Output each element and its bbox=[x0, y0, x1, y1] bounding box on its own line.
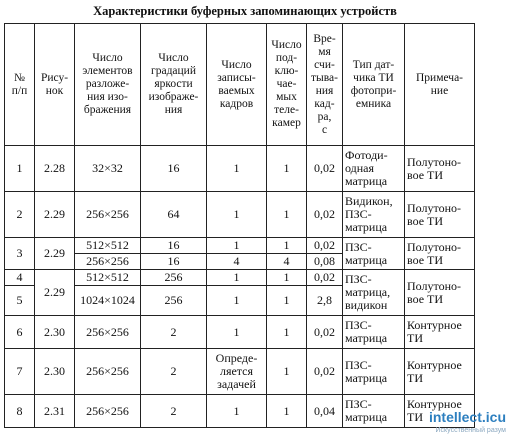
cell: Опреде- ляется задачей bbox=[207, 349, 267, 395]
cell: Полутоно- вое ТИ bbox=[405, 238, 475, 270]
table-row bbox=[5, 395, 475, 428]
cell: 2.30 bbox=[35, 316, 75, 349]
cell: 0,02 bbox=[307, 146, 343, 192]
cell: 512×512 bbox=[75, 238, 141, 254]
cell: Полутоно- вое ТИ bbox=[405, 270, 475, 316]
header-cell: Рису- нок bbox=[35, 24, 75, 146]
cell: Видикон, ПЗС- матрица bbox=[343, 192, 405, 238]
cell: 1 bbox=[207, 270, 267, 286]
header-cell: Число записы- ваемых кадров bbox=[207, 24, 267, 146]
cell: ПЗС- матрица bbox=[343, 316, 405, 349]
cell: 16 bbox=[141, 254, 207, 270]
cell: 256×256 bbox=[75, 254, 141, 270]
header-cell: Тип дат- чика ТИ фотопри- емника bbox=[343, 24, 405, 146]
header-cell: Число под- клю- чае- мых теле- камер bbox=[267, 24, 307, 146]
cell: 2,8 bbox=[307, 286, 343, 316]
watermark-tagline: Искусственный разум bbox=[435, 427, 506, 434]
cell: Полутоно- вое ТИ bbox=[405, 146, 475, 192]
table-row bbox=[5, 316, 475, 349]
cell: 1 bbox=[267, 395, 307, 428]
cell: 32×32 bbox=[75, 146, 141, 192]
cell: 256×256 bbox=[75, 316, 141, 349]
cell: 7 bbox=[5, 349, 35, 395]
cell: 0,02 bbox=[307, 238, 343, 254]
cell: 0,02 bbox=[307, 349, 343, 395]
cell: 256 bbox=[141, 286, 207, 316]
cell: 1 bbox=[267, 192, 307, 238]
cell: 2.30 bbox=[35, 349, 75, 395]
cell: 2.29 bbox=[35, 238, 75, 270]
cell: 0,02 bbox=[307, 316, 343, 349]
cell: 256×256 bbox=[75, 192, 141, 238]
watermark-logo bbox=[429, 409, 506, 434]
cell: 3 bbox=[5, 238, 35, 270]
cell: 2 bbox=[141, 395, 207, 428]
cell: 256×256 bbox=[75, 395, 141, 428]
header-cell: № п/п bbox=[5, 24, 35, 146]
cell: 1 bbox=[267, 146, 307, 192]
cell: 256 bbox=[141, 270, 207, 286]
cell: 0,02 bbox=[307, 270, 343, 286]
cell: Контурное ТИ bbox=[405, 316, 475, 349]
cell: 2 bbox=[141, 316, 207, 349]
cell: 2.29 bbox=[35, 192, 75, 238]
table-row bbox=[5, 146, 475, 192]
cell: 4 bbox=[207, 254, 267, 270]
cell: 256×256 bbox=[75, 349, 141, 395]
cell: 2.31 bbox=[35, 395, 75, 428]
cell: 64 bbox=[141, 192, 207, 238]
header-cell: Число элементов разложе- ния изо- бражения bbox=[75, 24, 141, 146]
cell: 1 bbox=[207, 238, 267, 254]
cell: 1 bbox=[207, 146, 267, 192]
cell: 1 bbox=[207, 395, 267, 428]
cell: 5 bbox=[5, 286, 35, 316]
cell: 2.28 bbox=[35, 146, 75, 192]
cell: 1 bbox=[267, 316, 307, 349]
cell: Контурное ТИ bbox=[405, 349, 475, 395]
cell: 8 bbox=[5, 395, 35, 428]
cell: 1 bbox=[267, 238, 307, 254]
cell: Полутоно- вое ТИ bbox=[405, 192, 475, 238]
cell: 4 bbox=[5, 270, 35, 286]
cell: 1 bbox=[5, 146, 35, 192]
table-row bbox=[5, 270, 475, 286]
cell: 512×512 bbox=[75, 270, 141, 286]
cell: 0,04 bbox=[307, 395, 343, 428]
cell: 1 bbox=[207, 192, 267, 238]
cell: 1 bbox=[267, 270, 307, 286]
cell: 1 bbox=[207, 286, 267, 316]
table-row bbox=[5, 192, 475, 238]
cell: Контурное ТИ bbox=[405, 395, 475, 428]
cell: 2.29 bbox=[35, 270, 75, 316]
header-cell: Примеча- ние bbox=[405, 24, 475, 146]
cell: ПЗС- матрица, видикон bbox=[343, 270, 405, 316]
cell: 1 bbox=[267, 286, 307, 316]
header-cell: Вре- мя счи- тыва- ния кад- ра, с bbox=[307, 24, 343, 146]
table-row bbox=[5, 238, 475, 254]
cell: ПЗС- матрица bbox=[343, 395, 405, 428]
cell: 4 bbox=[267, 254, 307, 270]
cell: 0,02 bbox=[307, 192, 343, 238]
cell: ПЗС- матрица bbox=[343, 349, 405, 395]
cell: Фотоди- одная матрица bbox=[343, 146, 405, 192]
header-row bbox=[5, 24, 475, 146]
cell: 16 bbox=[141, 238, 207, 254]
cell: 16 bbox=[141, 146, 207, 192]
table-row bbox=[5, 349, 475, 395]
cell: 1024×1024 bbox=[75, 286, 141, 316]
cell: 2 bbox=[141, 349, 207, 395]
watermark-brand: intellect.icu bbox=[428, 409, 506, 425]
cell: 2 bbox=[5, 192, 35, 238]
cell: ПЗС- матрица bbox=[343, 238, 405, 270]
cell: 6 bbox=[5, 316, 35, 349]
cell: 1 bbox=[267, 349, 307, 395]
header-cell: Число градаций яркости изображе- ния bbox=[141, 24, 207, 146]
cell: 1 bbox=[207, 316, 267, 349]
buffer-storage-table bbox=[4, 23, 475, 428]
table-title: Характеристики буферных запоминающих устройств bbox=[93, 4, 397, 18]
cell: 0,08 bbox=[307, 254, 343, 270]
